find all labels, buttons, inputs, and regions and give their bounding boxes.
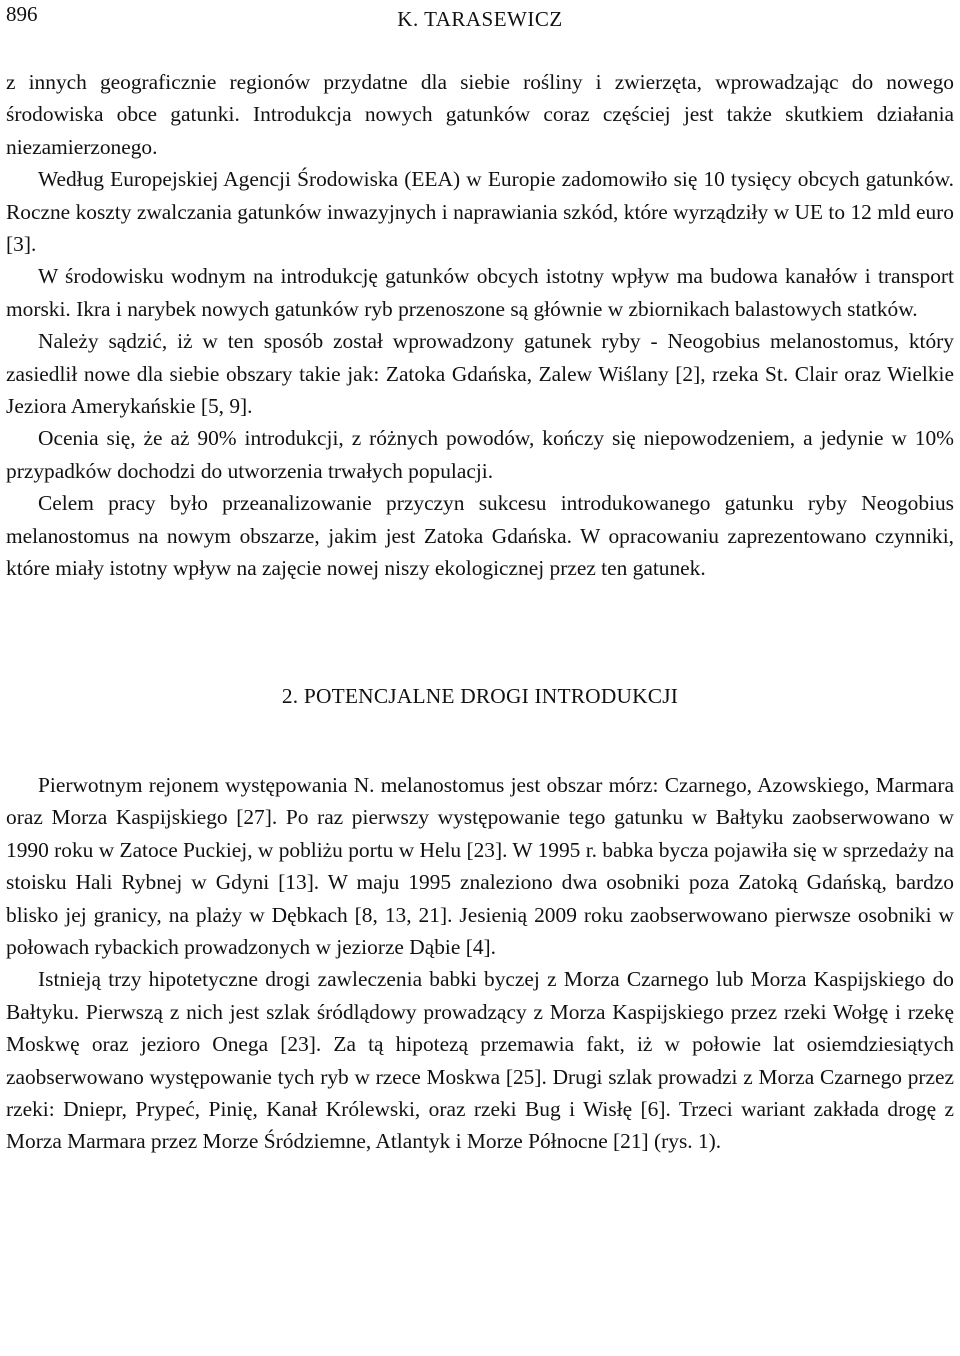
running-head: K. TARASEWICZ <box>397 7 563 31</box>
page-number: 896 <box>6 2 38 26</box>
paragraph: Należy sądzić, iż w ten sposób został wprowadzony gatunek ryby - Neogobius melanostomus, który zasiedlił nowe dla siebie obszary takie jak: Zatoka Gdańska, Zalew Wiślany [2], rzeka St. Clair oraz Wielkie Jeziora Amerykańskie [5, 9]. <box>6 329 954 419</box>
paragraph: Istnieją trzy hipotetyczne drogi zawleczenia babki byczej z Morza Czarnego lub Morza Kaspijskiego do Bałtyku. Pierwszą z nich jest szlak śródlądowy prowadzący z Morza Kaspijskiego przez rzeki Wołgę i rzekę Moskwę oraz jezioro Onega [23]. Za tą hipotezą przemawia fakt, iż w połowie lat osiemdziesiątych zaobserwowano występowanie tych ryb w rzece Moskwa [25]. Drugi szlak prowadzi z Morza Czarnego przez rzeki: Dniepr, Prypeć, Pinię, Kanał Królewski, oraz rzeki Bug i Wisłę [6]. Trzeci wariant zakłada drogę z Morza Marmara przez Morze Śródziemne, Atlantyk i Morze Północne [21] (rys. 1). <box>6 967 954 1154</box>
paragraph: Ocenia się, że aż 90% introdukcji, z różnych powodów, kończy się niepowodzeniem, a jedynie w 10% przypadków dochodzi do utworzenia trwałych populacji. <box>6 426 954 483</box>
paragraph: W środowisku wodnym na introdukcję gatunków obcych istotny wpływ ma budowa kanałów i transport morski. Ikra i narybek nowych gatunków ryb przenoszone są głównie w zbiornikach balastowych statków. <box>6 264 954 321</box>
paragraph: Według Europejskiej Agencji Środowiska (EEA) w Europie zadomowiło się 10 tysięcy obcych gatunków. Roczne koszty zwalczania gatunków inwazyjnych i naprawiania szkód, które wyrządziły w UE to 12 mld euro [3]. <box>6 167 954 257</box>
paragraph: Pierwotnym rejonem występowania N. melanostomus jest obszar mórz: Czarnego, Azowskiego, Marmara oraz Morza Kaspijskiego [27]. Po raz pierwszy występowanie tego gatunku w Bałtyku zaobserwowano w 1990 roku w Zatoce Puckiej, w pobliżu portu w Helu [23]. W 1995 r. babka bycza pojawiła się w sprzedaży na stoisku Hali Rybnej w Gdyni [13]. W maju 1995 znaleziono dwa osobniki poza Zatoką Gdańską, bardzo blisko jej granicy, na plaży w Dębkach [8, 13, 21]. Jesienią 2009 roku zaobserwowano pierwsze osobniki w połowach rybackich prowadzonych w jeziorze Dąbie [4]. <box>6 772 954 959</box>
page-header <box>6 2 954 38</box>
paragraph-continuation: z innych geograficznie regionów przydatne dla siebie rośliny i zwierzęta, wprowadzając do nowego środowiska obce gatunki. Introdukcja nowych gatunków coraz częściej jest także skutkiem działania niezamierzonego. <box>6 70 954 159</box>
section-heading: 2. POTENCJALNE DROGI INTRODUKCJI <box>281 683 679 708</box>
body-text <box>6 66 954 1158</box>
paragraph: Celem pracy było przeanalizowanie przyczyn sukcesu introdukowanego gatunku ryby Neogobius melanostomus na nowym obszarze, jakim jest Zatoka Gdańska. W opracowaniu zaprezentowano czynniki, które miały istotny wpływ na zajęcie nowej niszy ekologicznej przez ten gatunek. <box>6 491 954 581</box>
